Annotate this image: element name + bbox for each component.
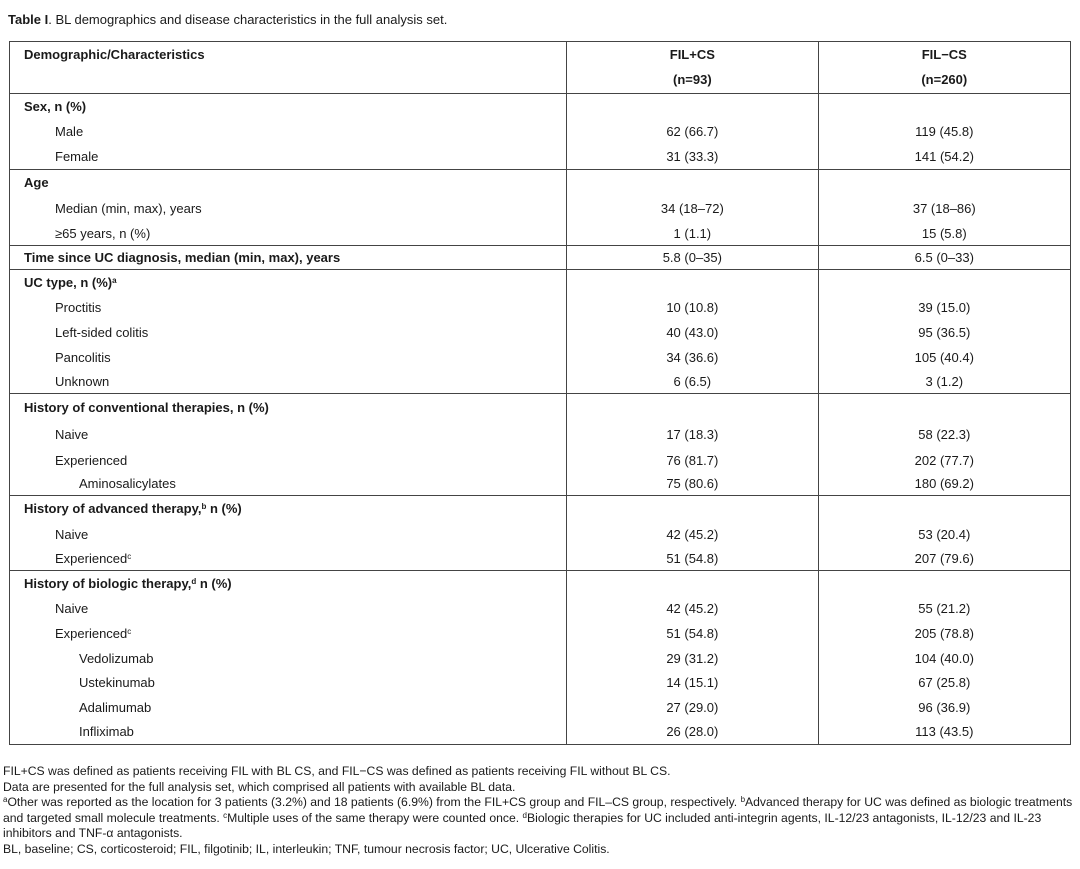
cell-fil-no-cs: 104 (40.0) [818, 646, 1070, 671]
footnote-marker: d [522, 810, 527, 820]
cell-fil-no-cs: 207 (79.6) [818, 547, 1070, 571]
cell-fil-cs: 34 (36.6) [567, 345, 818, 370]
cell-fil-cs: 40 (43.0) [567, 320, 818, 345]
row-label: Aminosalicylates [10, 473, 567, 496]
table-row [10, 671, 1071, 695]
table-row [10, 522, 1071, 547]
cell-fil-cs: 76 (81.7) [567, 448, 818, 473]
cell-fil-no-cs: 67 (25.8) [818, 671, 1070, 695]
cell-fil-cs: 6 (6.5) [567, 370, 818, 394]
table-row [10, 296, 1071, 320]
table-row [10, 448, 1071, 473]
row-label: Median (min, max), years [10, 195, 567, 222]
table-row [10, 345, 1071, 370]
footnote-dataset: Data are presented for the full analysis set, which comprised all patients with available BL data. [3, 779, 516, 794]
cell-fil-cs: 5.8 (0–35) [567, 246, 818, 270]
footnote-marker: b [740, 795, 746, 805]
cell-fil-no-cs: 180 (69.2) [818, 473, 1070, 496]
cell-fil-no-cs: 3 (1.2) [818, 370, 1070, 394]
section-title-time: Time since UC diagnosis, median (min, max), years [10, 246, 567, 270]
section-title-text: History of biologic therapy, [24, 575, 192, 591]
cell-fil-cs: 1 (1.1) [567, 222, 818, 246]
cell-fil-cs: 34 (18–72) [567, 195, 818, 222]
row-label [10, 547, 567, 571]
row-label: Unknown [10, 370, 567, 394]
row-label: Naive [10, 421, 567, 448]
header-row [10, 42, 1071, 67]
cell-fil-no-cs: 96 (36.9) [818, 695, 1070, 720]
footnote-marker: a [112, 276, 117, 286]
table-row [10, 195, 1071, 222]
row-label [10, 621, 567, 646]
table-row [10, 596, 1071, 621]
section-row-uc-type [10, 270, 1071, 296]
row-label-text: Experienced [55, 550, 128, 566]
section-row-sex [10, 94, 1071, 119]
footnote-a: Other was reported as the location for 3 patients (3.2%) and 18 patients (6.9%) from the FIL+CS group and FIL–CS group, respectively. [7, 795, 741, 810]
section-title-uc-type [10, 270, 567, 296]
footnote-definition: FIL+CS was defined as patients receiving FIL with BL CS, and FIL−CS was defined as patients receiving FIL without BL CS. [3, 764, 671, 778]
cell-fil-no-cs: 202 (77.7) [818, 448, 1070, 473]
table-row [10, 222, 1071, 246]
footnote-c: Multiple uses of the same therapy were counted once. [227, 810, 523, 825]
row-label: Ustekinumab [10, 671, 567, 695]
row-label: Male [10, 119, 567, 144]
cell-fil-cs: 29 (31.2) [567, 646, 818, 671]
header-fil-cs: FIL+CS [567, 42, 818, 67]
row-label: Left-sided colitis [10, 320, 567, 345]
header-n-row [10, 67, 1071, 94]
cell-fil-no-cs: 58 (22.3) [818, 421, 1070, 448]
row-label: Proctitis [10, 296, 567, 320]
cell-fil-no-cs: 119 (45.8) [818, 119, 1070, 144]
cell-fil-no-cs: 37 (18–86) [818, 195, 1070, 222]
cell-fil-cs: 17 (18.3) [567, 421, 818, 448]
cell-fil-cs: 42 (45.2) [567, 596, 818, 621]
row-label: Naive [10, 522, 567, 547]
row-label: ≥65 years, n (%) [10, 222, 567, 246]
table-footnotes [3, 764, 1073, 858]
section-title-biologic [10, 571, 567, 596]
footnote-marker: a [3, 795, 8, 805]
section-title-conventional: History of conventional therapies, n (%) [10, 394, 567, 421]
section-title-suffix: n (%) [206, 501, 242, 517]
section-title-advanced [10, 496, 567, 522]
table-row [10, 621, 1071, 646]
cell-fil-cs: 14 (15.1) [567, 671, 818, 695]
row-label: Experienced [10, 448, 567, 473]
header-characteristics: Demographic/Characteristics [10, 42, 567, 67]
section-row-conventional [10, 394, 1071, 421]
table-row [10, 421, 1071, 448]
table-row [10, 720, 1071, 745]
cell-fil-no-cs: 205 (78.8) [818, 621, 1070, 646]
cell-fil-no-cs: 95 (36.5) [818, 320, 1070, 345]
cell-fil-no-cs: 53 (20.4) [818, 522, 1070, 547]
cell-fil-no-cs: 39 (15.0) [818, 296, 1070, 320]
cell-fil-cs: 62 (66.7) [567, 119, 818, 144]
cell-fil-cs: 42 (45.2) [567, 522, 818, 547]
cell-fil-no-cs: 141 (54.2) [818, 144, 1070, 170]
footnote-abbreviations: BL, baseline; CS, corticosteroid; FIL, filgotinib; IL, interleukin; TNF, tumour necrosis factor; UC, Ulcerative Colitis. [3, 841, 610, 856]
row-label: Pancolitis [10, 345, 567, 370]
cell-fil-no-cs: 55 (21.2) [818, 596, 1070, 621]
footnote-marker: b [201, 502, 207, 512]
footnote-marker: c [127, 626, 132, 636]
cell-fil-cs: 75 (80.6) [567, 473, 818, 496]
footnote-letters [3, 795, 1073, 842]
row-label: Naive [10, 596, 567, 621]
section-row-advanced [10, 496, 1071, 522]
header-fil-cs-n: (n=93) [567, 67, 818, 94]
section-title-text: History of advanced therapy, [24, 501, 202, 517]
section-row-age [10, 170, 1071, 195]
cell-fil-cs: 51 (54.8) [567, 547, 818, 571]
cell-fil-no-cs: 6.5 (0–33) [818, 246, 1070, 270]
row-label: Vedolizumab [10, 646, 567, 671]
table-row [10, 320, 1071, 345]
table-caption [8, 12, 447, 27]
header-fil-no-cs: FIL−CS [818, 42, 1070, 67]
table-row [10, 547, 1071, 571]
table-row [10, 695, 1071, 720]
table-row [10, 370, 1071, 394]
section-title-suffix: n (%) [196, 575, 232, 591]
table-row [10, 646, 1071, 671]
section-row-time [10, 246, 1071, 270]
footnote-d: Biologic therapies for UC included anti-integrin agents, IL-12/23 antagonists, IL-12/23 and IL-23 inhibitors and TNF-α antagonists. [3, 810, 1042, 841]
table-row [10, 144, 1071, 170]
footnote-b: Advanced therapy for UC was defined as biologic treatments and targeted small molecule treatments. [3, 795, 1073, 825]
row-label: Infliximab [10, 720, 567, 745]
cell-fil-cs: 51 (54.8) [567, 621, 818, 646]
row-label-text: Experienced [55, 625, 128, 641]
row-label: Female [10, 144, 567, 170]
table-row [10, 119, 1071, 144]
table-row [10, 473, 1071, 496]
section-title-text: UC type, n (%) [24, 275, 113, 291]
cell-fil-cs: 26 (28.0) [567, 720, 818, 745]
section-title-sex: Sex, n (%) [10, 94, 567, 119]
table-label: Table I [8, 12, 49, 27]
section-row-biologic [10, 571, 1071, 596]
cell-fil-cs: 10 (10.8) [567, 296, 818, 320]
section-title-age: Age [10, 170, 567, 195]
cell-fil-cs: 31 (33.3) [567, 144, 818, 170]
cell-fil-no-cs: 105 (40.4) [818, 345, 1070, 370]
header-fil-no-cs-n: (n=260) [818, 67, 1070, 94]
cell-fil-cs: 27 (29.0) [567, 695, 818, 720]
row-label: Adalimumab [10, 695, 567, 720]
caption-text: . BL demographics and disease characteristics in the full analysis set. [48, 12, 448, 27]
demographics-table [9, 41, 1071, 745]
footnote-marker: d [191, 576, 197, 586]
footnote-marker: c [223, 810, 228, 820]
cell-fil-no-cs: 113 (43.5) [818, 720, 1070, 745]
footnote-marker: c [127, 551, 132, 561]
cell-fil-no-cs: 15 (5.8) [818, 222, 1070, 246]
